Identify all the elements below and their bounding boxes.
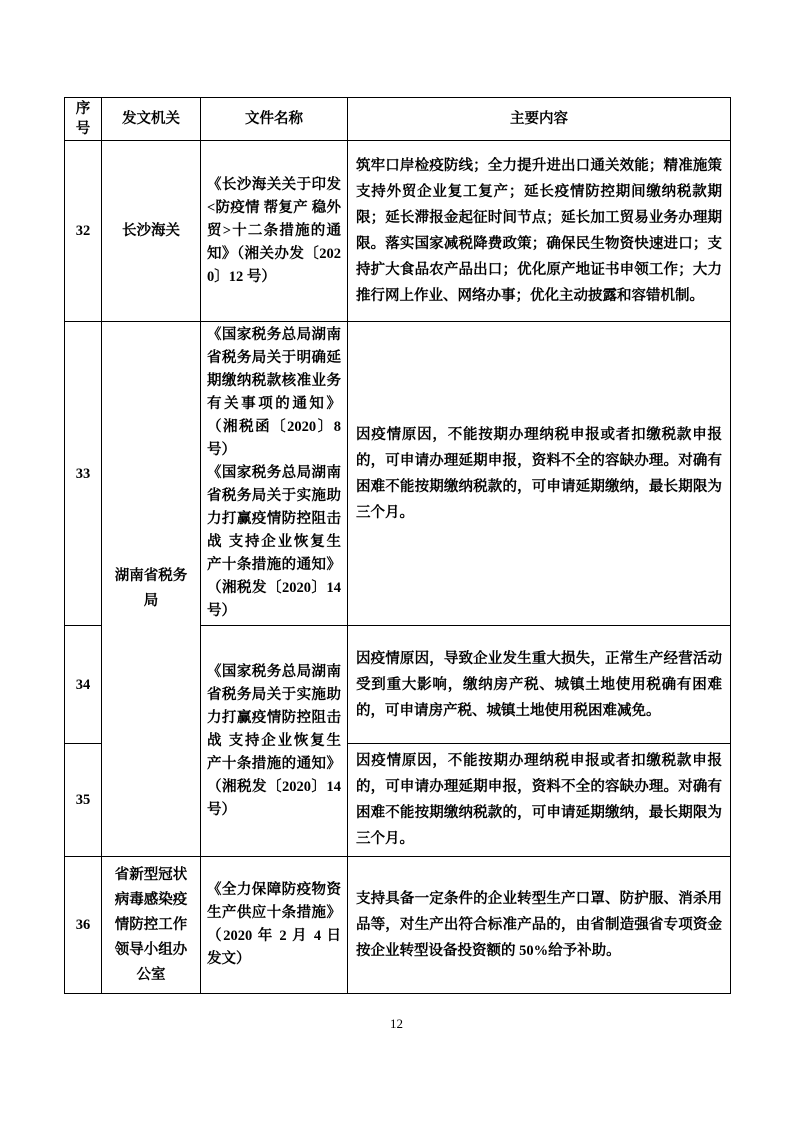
serial-number-cell: 34	[65, 626, 102, 744]
table-header-row	[65, 98, 731, 141]
main-content-cell: 因疫情原因，不能按期办理纳税申报或者扣缴税款申报的，可申请办理延期申报，资料不全的容缺办理。对确有困难不能按期缴纳税款的，可申请延期缴纳，最长期限为三个月。	[348, 744, 731, 857]
main-content-cell: 因疫情原因，不能按期办理纳税申报或者扣缴税款申报的，可申请办理延期申报，资料不全的容缺办理。对确有困难不能按期缴纳税款的，可申请延期缴纳，最长期限为三个月。	[348, 322, 731, 626]
main-content-cell: 因疫情原因，导致企业发生重大损失，正常生产经营活动受到重大影响，缴纳房产税、城镇土地使用税确有困难的，可申请房产税、城镇土地使用税困难减免。	[348, 626, 731, 744]
document-name-cell: 《长沙海关关于印发<防疫情 帮复产 稳外贸>十二条措施的通知》（湘关办发〔2020〕12 号）	[201, 141, 348, 322]
serial-number-cell: 36	[65, 857, 102, 994]
main-content-cell: 筑牢口岸检疫防线；全力提升进出口通关效能；精准施策支持外贸企业复工复产；延长疫情防控期间缴纳税款期限；延长滞报金起征时间节点；延长加工贸易业务办理期限。落实国家减税降费政策；确保民生物资快速进口；支持扩大食品农产品出口；优化原产地证书申领工作；大力推行网上作业、网络办事；优化主动披露和容错机制。	[348, 141, 731, 322]
document-name-cell	[201, 322, 348, 626]
policy-measures-table	[64, 97, 731, 994]
issuing-authority-cell: 省新型冠状病毒感染疫情防控工作领导小组办公室	[102, 857, 201, 994]
serial-number-cell: 33	[65, 322, 102, 626]
column-header-issuing-authority: 发文机关	[102, 98, 201, 141]
table-row-33	[65, 322, 731, 626]
main-content-cell: 支持具备一定条件的企业转型生产口罩、防护服、消杀用品等，对生产出符合标准产品的，由省制造强省专项资金按企业转型设备投资额的 50%给予补助。	[348, 857, 731, 994]
page-number: 12	[390, 1016, 403, 1031]
document-name-item-1: 《国家税务总局湖南省税务局关于明确延期缴纳税款核准业务有关事项的通知》（湘税函〔2020〕8 号）	[207, 327, 341, 458]
document-name-cell: 《国家税务总局湖南省税务局关于实施助力打赢疫情防控阻击战 支持企业恢复生产十条措施的通知》（湘税发〔2020〕14 号）	[201, 626, 348, 857]
table-row-36	[65, 857, 731, 994]
serial-number-cell: 32	[65, 141, 102, 322]
column-header-main-content: 主要内容	[348, 98, 731, 141]
document-name-cell: 《全力保障防疫物资生产供应十条措施》（2020 年 2 月 4 日发文）	[201, 857, 348, 994]
column-header-serial-number: 序号	[65, 98, 102, 141]
issuing-authority-cell: 长沙海关	[102, 141, 201, 322]
serial-number-cell: 35	[65, 744, 102, 857]
document-name-item-2: 《国家税务总局湖南省税务局关于实施助力打赢疫情防控阻击战 支持企业恢复生产十条措施的通知》（湘税发〔2020〕14 号）	[207, 465, 341, 619]
issuing-authority-cell: 湖南省税务局	[102, 322, 201, 857]
table-row-32	[65, 141, 731, 322]
column-header-document-name: 文件名称	[201, 98, 348, 141]
